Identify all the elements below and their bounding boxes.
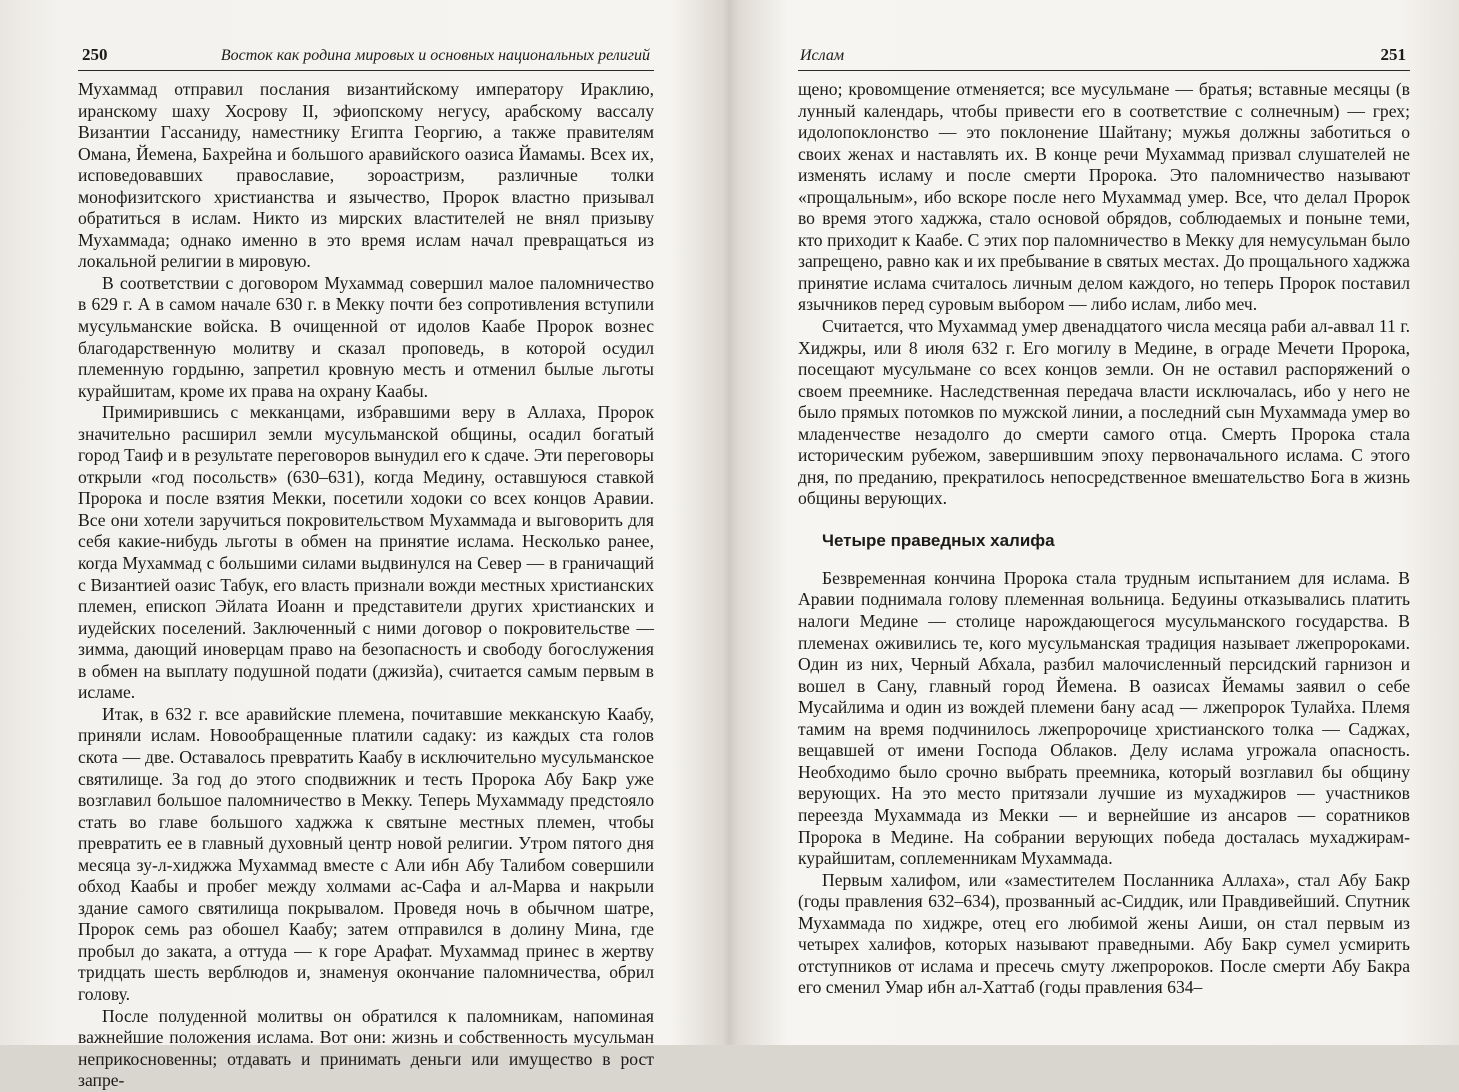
left-running-head — [78, 44, 654, 71]
left-page — [78, 0, 654, 1091]
right-page — [798, 0, 1410, 1045]
paragraph: Считается, что Мухаммад умер двенадцатого числа месяца раби ал-аввал 11 г. Хиджры, или 8 июля 632 г. Его могилу в Медине, в ограде Мечети Пророка, посещают мусульмане со всех концов земли. Он не оставил распоряжений о своем преемнике. Наследственная передача власти исключалась, ибо у него не было прямых потомков по мужской линии, а последний сын Мухаммада умер во младенчестве незадолго до смерти самого отца. Смерть Пророка стала историческим рубежом, завершившим эпоху первоначального ислама. С этого дня, по преданию, прекратилось непосредственное вмешательство Бога в жизнь общины верующих. — [798, 316, 1410, 509]
paragraph: Итак, в 632 г. все аравийские племена, почитавшие мекканскую Каабу, приняли ислам. Новообращенные платили садаку: из каждых ста голов скота — две. Оставалось превратить Каабу в исключительно мусульманское святилище. За год до этого сподвижник и тесть Пророка Абу Бакр уже возглавил большое паломничество в Мекку. Теперь Мухаммаду предстояло стать во главе большого хаджжа к святыне местных племен, чтобы превратить ее в главный духовный центр новой религии. Утром пятого дня месяца зу-л-хиджжа Мухаммад вместе с Али ибн Абу Талибом совершили обход Каабы и пробег между холмами ас-Сафа и ал-Марва и накрыли здание самого святилища покрывалом. Проведя ночь в обычном шатре, Пророк семь раз обошел Каабу; затем отправился в долину Мина, где пробыл до заката, а оттуда — к горе Арафат. Мухаммад принес в жертву тридцать шесть верблюдов и, знаменуя окончание паломничества, обрил голову. — [78, 703, 654, 1004]
paragraph: Безвременная кончина Пророка стала трудным испытанием для ислама. В Аравии поднимала голову племенная вольница. Бедуины отказывались платить налоги Медине — столице нарождающегося мусульманского государства. В племенах оживились те, кого мусульманская традиция называет лжепророками. Один из них, Черный Абхала, разбил малочисленный персидский гарнизон и вошел в Сану, главный город Йемена. В оазисах Йемамы заявил о себе Мусайлима и один из вождей племени бану асад — лжепророк Тулайха. Племя тамим на время подчинилось лжепророчице христианского толка — Саджах, вещавшей от имени Господа Облаков. Делу ислама угрожала опасность. Необходимо было срочно выбрать преемника, который возглавил бы общину верующих. На это место притязали лучшие из мухаджиров — участников переезда Мухаммада из Мекки — и вернейшие из ансаров — соратников Пророка в Медине. На собрании верующих победа досталась мухаджирам-курайшитам, соплеменникам Мухаммада. — [798, 567, 1410, 869]
left-page-number: 250 — [82, 45, 108, 64]
paragraph: щено; кровомщение отменяется; все мусульмане — братья; вставные месяцы (в лунный календарь, чтобы привести его в соответствие с солнечным) — грех; идолопоклонство — это поклонение Шайтану; мужья должны заботиться о своих женах и наставлять их. В конце речи Мухаммад призвал слушателей не изменять исламу и после смерти Пророка. Это паломничество называют «прощальным», ибо вскоре после него Мухаммад умер. Все, что делал Пророк во время этого хаджжа, стало основой обрядов, соблюдаемых и поныне теми, кто приходит к Каабе. С этих пор паломничество в Мекку для немусульман было запрещено, равно как и их пребывание в святых местах. До прощального хаджжа принятие ислама считалось личным делом каждого, но теперь Пророк поставил язычников перед суровым выбором — либо ислам, либо меч. — [798, 79, 1410, 315]
right-page-number: 251 — [1380, 45, 1406, 64]
right-running-head — [798, 44, 1410, 71]
right-page-text — [798, 79, 1410, 999]
paragraph: Первым халифом, или «заместителем Посланника Аллаха», стал Абу Бакр (годы правления 632–634), прозванный ас-Сиддик, или Правдивейший. Спутник Мухаммада по хиджре, отец его любимой жены Аиши, он стал первым из четырех халифов, которых называют праведными. Абу Бакр сумел усмирить отступников от ислама и пресечь смуту лжепророков. После смерти Абу Бакра его сменил Умар ибн ал-Хаттаб (годы правления 634– — [798, 869, 1410, 998]
left-running-title: Восток как родина мировых и основных национальных религий — [220, 47, 650, 64]
paragraph: Мухаммад отправил послания византийскому императору Ираклию, иранскому шаху Хосрову II, эфиопскому негусу, арабскому вассалу Византии Гассаниду, наместнику Египта Георгию, а также правителям Омана, Йемена, Бахрейна и большого аравийского оазиса Йамамы. Всех их, исповедовавших православие, зороастризм, различные толки монофизитского христианства и язычество, Пророк властно призывал обратиться в ислам. Никто из мирских властителей не внял призыву Мухаммада; однако именно в это время ислам начал превращаться из локальной религии в мировую. — [78, 79, 654, 272]
right-running-title: Ислам — [800, 47, 845, 64]
paragraph: После полуденной молитвы он обратился к паломникам, напоминая важнейшие положения ислама. Вот они: жизнь и собственность мусульман неприкосновенны; отдавать и принимать деньги или имущество в рост запре- — [78, 1005, 654, 1091]
left-page-text — [78, 79, 654, 1092]
section-heading: Четыре праведных халифа — [822, 530, 1055, 550]
paragraph: В соответствии с договором Мухаммад совершил малое паломничество в 629 г. А в самом начале 630 г. в Мекку почти без сопротивления вступили мусульманские войска. В очищенной от идолов Каабе Пророк вознес благодарственную молитву и сказал проповедь, в которой осудил племенную гордыню, запретил кровную месть и отменил былые льготы курайшитам, кроме их права на охрану Каабы. — [78, 272, 654, 401]
paragraph: Примирившись с мекканцами, избравшими веру в Аллаха, Пророк значительно расширил земли мусульманской общины, осадил богатый город Таиф и в результате переговоров вынудил его к сдаче. Эти переговоры открыли «год посольств» (630–631), когда Медину, оставшуюся ставкой Пророка и после взятия Мекки, посетили ходоки со всех концов Аравии. Все они хотели заручиться покровительством Мухаммада и выговорить для себя какие-нибудь льготы в обмен на принятие ислама. Несколько ранее, когда Мухаммад с большими силами выдвинулся на Север — в граничащий с Византией оазис Табук, его власть признали вожди местных христианских племен, епископ Эйлата Иоанн и представители других христианских и иудейских поселений. Заключенный с ними договор о покровительстве — зимма, дающий иноверцам право на безопасность и свободу богослужения в обмен на выплату подушной подати (джизйа), считается самым первым в исламе. — [78, 402, 654, 703]
